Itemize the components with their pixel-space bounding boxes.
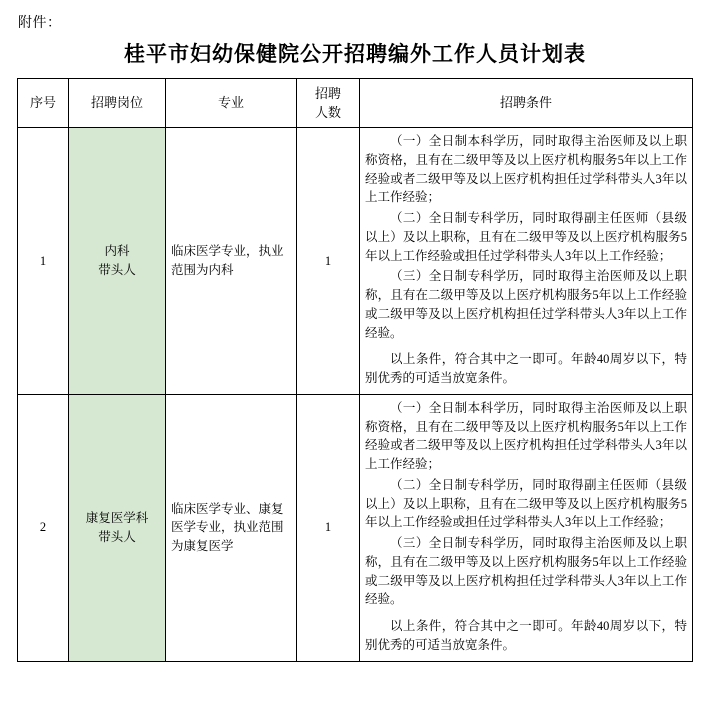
- table-header-row: [18, 79, 693, 128]
- condition-item: （二）全日制专科学历，同时取得副主任医师（县级以上）及以上职称，且有在二级甲等及以上医疗机构服务5年以上工作经验或担任过学科带头人3年以上工作经验；: [365, 477, 687, 530]
- page-title: 桂平市妇幼保健院公开招聘编外工作人员计划表: [124, 42, 586, 66]
- condition-note: 以上条件，符合其中之一即可。年龄40周岁以下，特别优秀的可适当放宽条件。: [365, 352, 687, 385]
- condition-item: （一）全日制本科学历，同时取得主治医师及以上职称资格，且有在二级甲等及以上医疗机构服务5年以上工作经验或者二级甲等及以上医疗机构担任过学科带头人3年以上工作经验；: [365, 134, 687, 205]
- column-header-count: [297, 79, 360, 128]
- cell-post: [69, 394, 166, 661]
- recruitment-plan-table: [17, 78, 693, 662]
- attachment-label: 附件：: [18, 14, 62, 30]
- condition-item: （三）全日制专科学历，同时取得主治医师及以上职称，且有在二级甲等及以上医疗机构服务5年以上工作经验或二级甲等及以上医疗机构担任过学科带头人3年以上工作经验。: [365, 269, 687, 340]
- table-header: [18, 79, 693, 128]
- table-row: [18, 394, 693, 661]
- cell-no: 2: [18, 394, 69, 661]
- cell-post-line2: 带头人: [98, 529, 136, 544]
- cell-post: [69, 128, 166, 395]
- column-header-count-line1: 招聘: [314, 85, 341, 101]
- cell-count: 1: [297, 128, 360, 395]
- cell-conditions: [360, 128, 693, 395]
- column-header-count-line2: 人数: [314, 105, 341, 120]
- cell-no: 1: [18, 128, 69, 395]
- condition-item: （一）全日制本科学历，同时取得主治医师及以上职称资格，且有在二级甲等及以上医疗机构服务5年以上工作经验或者二级甲等及以上医疗机构担任过学科带头人3年以上工作经验；: [365, 400, 687, 471]
- table-body: [18, 128, 693, 662]
- cell-major: 临床医学专业、康复医学专业，执业范围为康复医学: [166, 394, 297, 661]
- condition-item: （二）全日制专科学历，同时取得副主任医师（县级以上）及以上职称，且有在二级甲等及以上医疗机构服务5年以上工作经验或担任过学科带头人3年以上工作经验；: [365, 211, 687, 263]
- column-header-no: 序号: [18, 79, 69, 128]
- column-header-post: 招聘岗位: [69, 79, 166, 128]
- cell-conditions: [360, 394, 693, 661]
- condition-item: （三）全日制专科学历，同时取得主治医师及以上职称，且有在二级甲等及以上医疗机构服务5年以上工作经验或二级甲等及以上医疗机构担任过学科带头人3年以上工作经验。: [365, 536, 687, 607]
- cell-count: 1: [297, 394, 360, 661]
- column-header-conditions: 招聘条件: [360, 79, 693, 128]
- cell-major: 临床医学专业，执业范围为内科: [166, 128, 297, 395]
- cell-post-line1: 康复医学科: [85, 510, 149, 525]
- cell-post-line1: 内科: [104, 244, 130, 259]
- condition-note: 以上条件，符合其中之一即可。年龄40周岁以下，特别优秀的可适当放宽条件。: [365, 619, 687, 652]
- cell-post-line2: 带头人: [98, 262, 136, 277]
- column-header-major: 专业: [166, 79, 297, 128]
- table-row: [18, 128, 693, 395]
